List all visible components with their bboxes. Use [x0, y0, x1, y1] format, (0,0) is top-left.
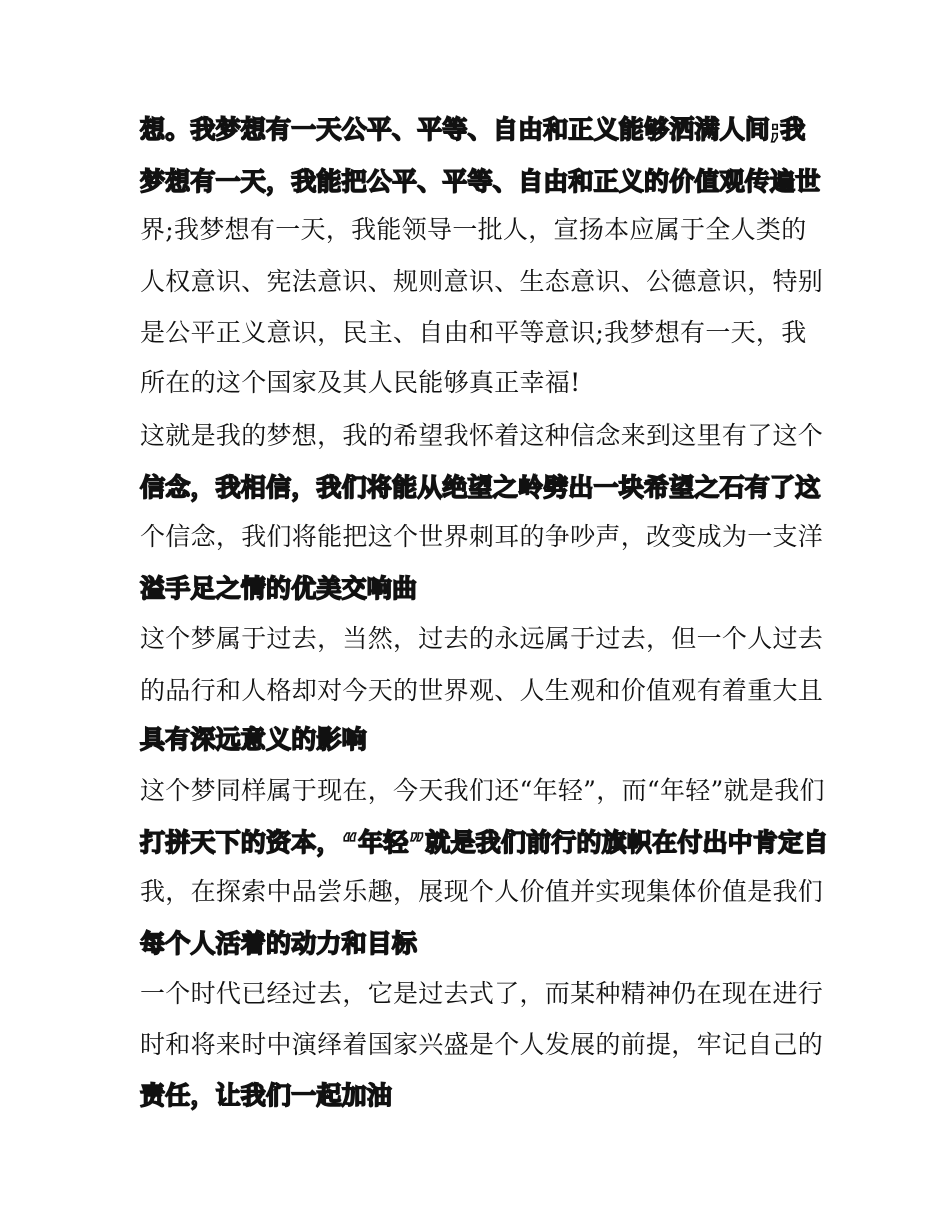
text-line: 人权意识、宪法意识、规则意识、生态意识、公德意识，特别: [140, 267, 824, 296]
text-line: 所在的这个国家及其人民能够真正幸福!: [140, 368, 581, 397]
text-line: 溢手足之情的优美交响曲: [140, 574, 418, 603]
text-line: 我，在探索中品尝乐趣，展现个人价值并实现集体价值是我们: [140, 877, 824, 906]
text-line: 个信念，我们将能把这个世界刺耳的争吵声，改变成为一支洋: [140, 522, 824, 551]
text-line: 一个时代已经过去，它是过去式了，而某种精神仍在现在进行: [140, 979, 824, 1008]
text-line: 信念，我相信，我们将能从绝望之岭劈出一块希望之石有了这: [140, 473, 821, 502]
text-line: 打拼天下的资本，“年轻”就是我们前行的旗帜在付出中肯定自: [140, 828, 829, 857]
text-line: 这个梦同样属于现在，今天我们还“年轻”，而“年轻”就是我们: [140, 776, 825, 805]
text-line: 具有深远意义的影响: [140, 725, 367, 754]
text-line: 界;我梦想有一天，我能领导一批人，宣扬本应属于全人类的: [140, 215, 807, 244]
text-line: 的品行和人格却对今天的世界观、人生观和价值观有着重大且: [140, 676, 824, 705]
text-line: 是公平正义意识，民主、自由和平等意识;我梦想有一天，我: [140, 318, 807, 347]
text-line: 时和将来时中演绎着国家兴盛是个人发展的前提，牢记自己的: [140, 1030, 824, 1059]
text-line: 想。我梦想有一天公平、平等、自由和正义能够洒满人间;我: [140, 115, 806, 144]
text-line: 这个梦属于过去，当然，过去的永远属于过去，但一个人过去: [140, 624, 824, 653]
text-line: 责任，让我们一起加油: [140, 1081, 393, 1110]
text-line: 这就是我的梦想，我的希望我怀着这种信念来到这里有了这个: [140, 421, 824, 450]
text-line: 梦想有一天，我能把公平、平等、自由和正义的价值观传遍世: [140, 167, 821, 196]
text-line: 每个人活着的动力和目标: [140, 929, 418, 958]
